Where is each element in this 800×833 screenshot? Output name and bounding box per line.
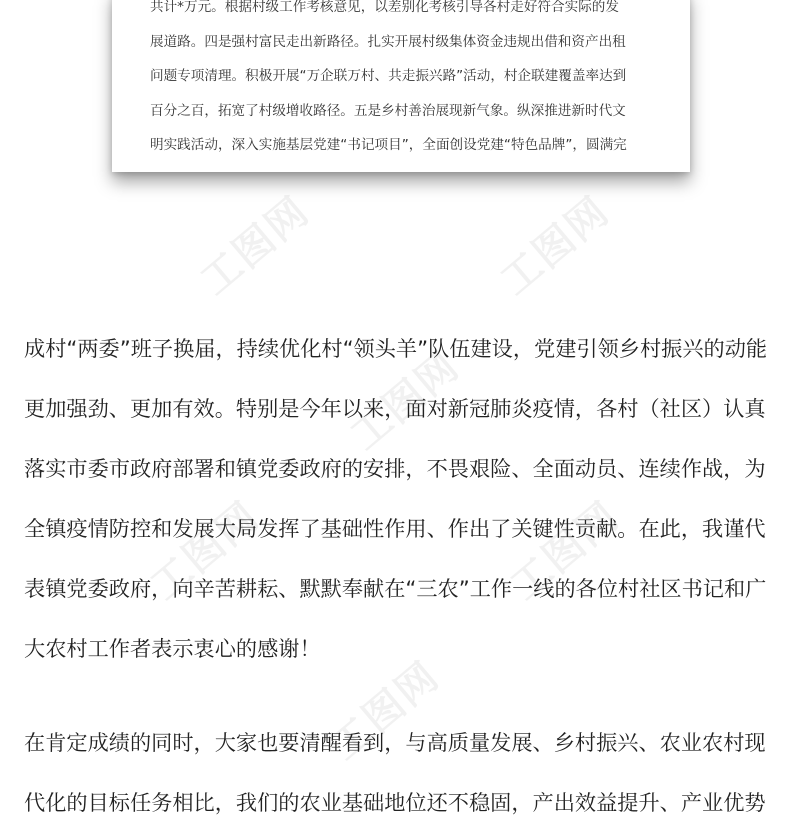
preview-line: 共计*万元。根据村级工作考核意见，以差别化考核引导各村走好符合实际的发 — [150, 0, 619, 15]
document-body — [24, 319, 784, 833]
text-line: 成村“两委”班子换届，持续优化村“领头羊”队伍建设，党建引领乡村振兴的动能 — [24, 336, 768, 361]
watermark: 工图网 — [192, 188, 319, 305]
watermark: 工图网 — [142, 493, 269, 610]
preview-line: 展道路。四是强村富民走出新路径。扎实开展村级集体资金违规出借和资产出租 — [150, 33, 626, 50]
text-line: 代化的目标任务相比，我们的农业基础地位还不稳固，产出效益提升、产业优势 — [24, 790, 766, 815]
preview-text-block — [150, 0, 670, 163]
document-preview-card — [112, 0, 690, 172]
paragraph-1 — [24, 319, 784, 679]
text-line: 全镇疫情防控和发展大局发挥了基础性作用、作出了关键性贡献。在此，我谨代 — [24, 516, 766, 541]
watermark: 工图网 — [342, 343, 469, 460]
paragraph-spacer — [24, 679, 784, 713]
watermark: 工图网 — [492, 188, 619, 305]
watermark: 工图网 — [322, 653, 449, 770]
text-line: 落实市委市政府部署和镇党委政府的安排，不畏艰险、全面动员、连续作战，为 — [24, 456, 766, 481]
paragraph-2 — [24, 713, 784, 833]
text-line: 表镇党委政府，向辛苦耕耘、默默奉献在“三农”工作一线的各位村社区书记和广 — [24, 576, 767, 601]
text-line: 更加强劲、更加有效。特别是今年以来，面对新冠肺炎疫情，各村（社区）认真 — [24, 396, 766, 421]
text-line: 大农村工作者表示衷心的感谢！ — [24, 636, 321, 661]
preview-line: 百分之百，拓宽了村级增收路径。五是乡村善治展现新气象。纵深推进新时代文 — [150, 102, 626, 119]
watermark: 工图网 — [502, 493, 629, 610]
text-line: 在肯定成绩的同时，大家也要清醒看到，与高质量发展、乡村振兴、农业农村现 — [24, 730, 766, 755]
preview-line: 明实践活动，深入实施基层党建“书记项目”，全面创设党建“特色品牌”，圆满完 — [150, 137, 627, 153]
preview-line: 问题专项清理。积极开展“万企联万村、共走振兴路”活动，村企联建覆盖率达到 — [150, 68, 627, 84]
